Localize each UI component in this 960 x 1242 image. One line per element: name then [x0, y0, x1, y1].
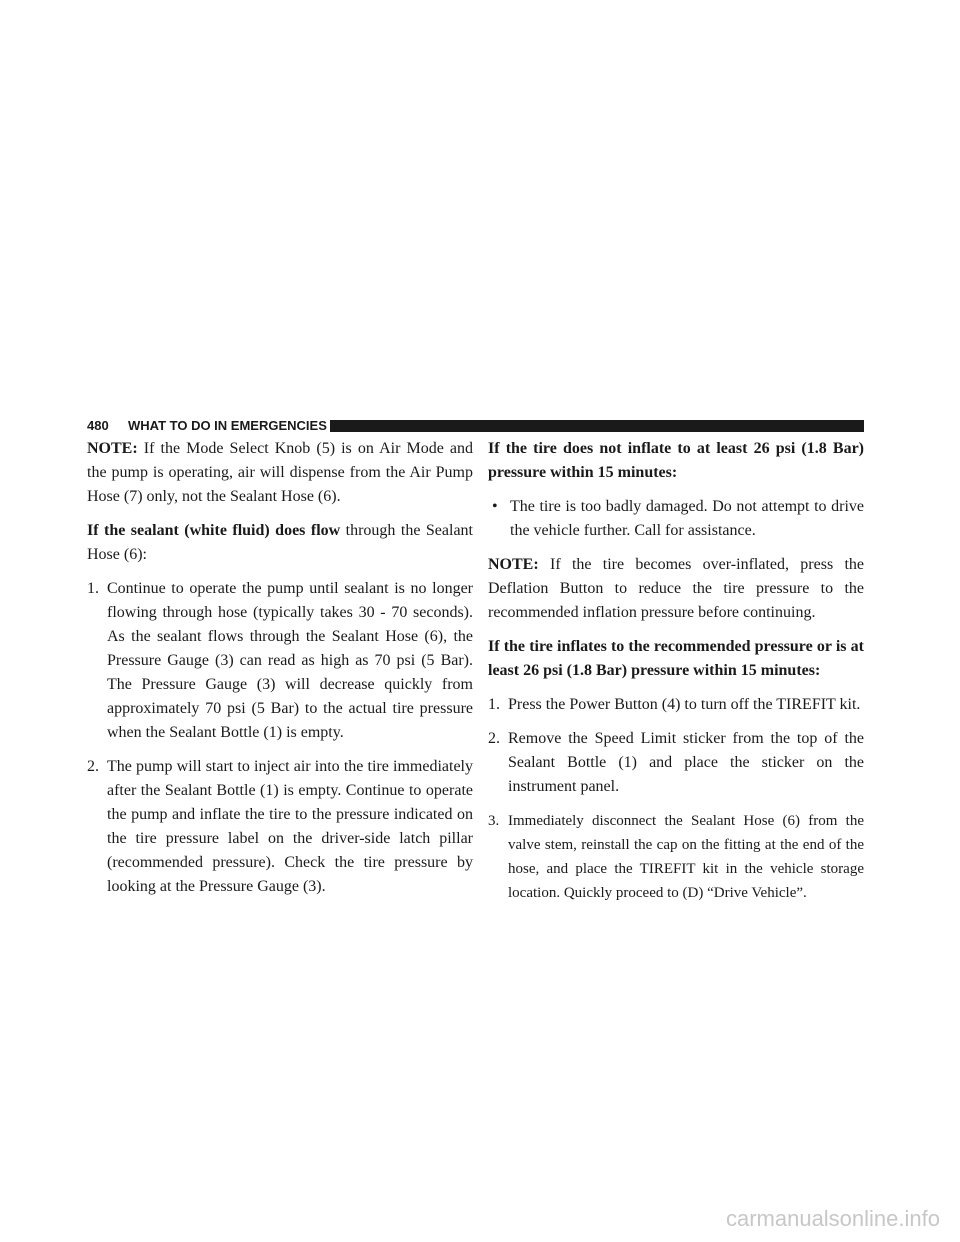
no-inflate-heading: If the tire does not inflate to at least 26 psi (1.8 Bar) pressure within 15 minutes: — [488, 440, 864, 481]
list-item-text: Press the Power Button (4) to turn off the TIREFIT kit. — [508, 696, 861, 713]
note-label: NOTE: — [488, 556, 539, 573]
sealant-flow-heading-rest: through the Sealant Hose (6): — [87, 522, 473, 563]
right-column — [488, 437, 864, 905]
left-column — [87, 437, 473, 899]
page-header — [87, 417, 864, 435]
list-item — [87, 755, 473, 899]
list-item-number: 1. — [87, 580, 99, 597]
sealant-flow-heading-bold: If the sealant (white fluid) does flow — [87, 522, 341, 539]
list-item — [488, 809, 864, 905]
header-rule — [330, 420, 864, 432]
section-title: WHAT TO DO IN EMERGENCIES — [128, 418, 327, 433]
list-item-text: Continue to operate the pump until sealant is no longer flowing through hose (typically takes 30 - 70 seconds). As the sealant flows through the Sealant Hose (6), the Pressure Gauge (3) can read as high as 70 psi (5 Bar). The Pressure Gauge (3) will decrease quickly from approximately 70 psi (5 Bar) to the actual tire pressure when the Sealant Bottle (1) is empty. — [107, 580, 473, 741]
list-item-number: 2. — [87, 758, 99, 775]
note-mode-select — [87, 437, 473, 509]
page-number: 480 — [87, 418, 109, 433]
bullet-icon: • — [492, 498, 498, 515]
note-text: If the Mode Select Knob (5) is on Air Mode and the pump is operating, air will dispense from the Air Pump Hose (7) only, not the Sealant Hose (6). — [87, 440, 474, 505]
list-item-number: 2. — [488, 730, 500, 747]
list-item-number: 3. — [488, 813, 500, 829]
list-item-text: The pump will start to inject air into the tire immediately after the Sealant Bottle (1) is empty. Continue to operate the pump and inflate the tire to the pressure indicated on the tire pressure label on the driver-side latch pillar (recommended pressure). Check the tire pressure by looking at the Pressure Gauge (3). — [107, 758, 473, 895]
list-item-number: 1. — [488, 696, 500, 713]
watermark: carmanualsonline.info — [725, 1206, 940, 1231]
list-item — [87, 577, 473, 745]
list-item-text: Remove the Speed Limit sticker from the top of the Sealant Bottle (1) and place the sticker on the instrument panel. — [508, 730, 864, 795]
note-text: If the tire becomes over-inflated, press the Deflation Button to reduce the tire pressure to the recommended inflation pressure before continuing. — [488, 556, 865, 621]
list-item — [488, 727, 864, 799]
sealant-flow-heading — [87, 519, 473, 567]
bullet-item — [488, 495, 864, 543]
list-item — [488, 693, 864, 717]
inflates-heading: If the tire inflates to the recommended pressure or is at least 26 psi (1.8 Bar) pressure within 15 minutes: — [488, 638, 864, 679]
list-item-text: Immediately disconnect the Sealant Hose (6) from the valve stem, reinstall the cap on the fitting at the end of the hose, and place the TIREFIT kit in the vehicle storage location. Quickly proceed to (D) “Drive Vehicle”. — [508, 813, 864, 901]
bullet-text: The tire is too badly damaged. Do not attempt to drive the vehicle further. Call for assistance. — [510, 498, 864, 539]
note-over-inflated — [488, 553, 864, 625]
note-label: NOTE: — [87, 440, 138, 457]
